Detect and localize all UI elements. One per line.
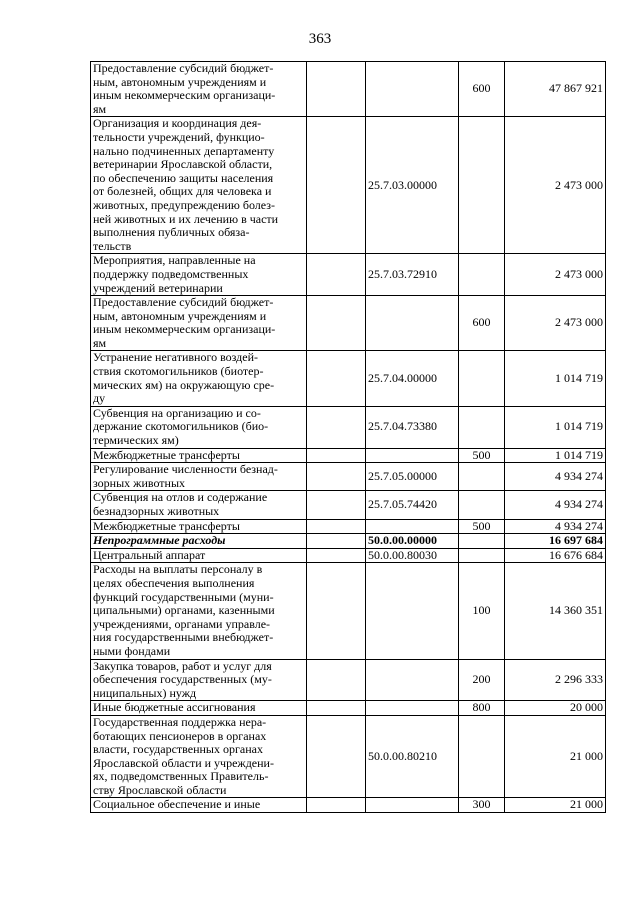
row-name-cell [91, 798, 307, 813]
row-name-cell [91, 62, 307, 117]
row-amount-text: 20 000 [570, 700, 603, 715]
row-expense-type-cell [459, 463, 505, 491]
row-expense-type-cell [459, 117, 505, 254]
table-row [91, 491, 606, 519]
table-row [91, 534, 606, 549]
row-amount-cell [505, 519, 606, 534]
row-name-text: Устранение негативного воздей- ствия скотомогильников (биотер- мических ям) на окружающую сре- ду [93, 350, 275, 406]
row-code-cell [366, 563, 459, 659]
row-expense-type-cell [459, 351, 505, 406]
row-name-text: Расходы на выплаты персоналу в целях обеспечения выполнения функций государственными (муни- ципальными) органами, казенными учреждениями, органами управле- ния государственными внебюджет- ными фондами [93, 562, 275, 658]
row-code-cell [366, 117, 459, 254]
row-code-cell [366, 715, 459, 798]
row-expense-type-cell [459, 519, 505, 534]
row-amount-text: 2 473 000 [555, 177, 603, 192]
row-amount-cell [505, 534, 606, 549]
row-code-text: 25.7.04.73380 [368, 419, 437, 434]
row-code-cell [366, 62, 459, 117]
row-empty-cell [307, 548, 366, 563]
row-empty-cell [307, 296, 366, 351]
row-code-cell [366, 701, 459, 716]
row-expense-type-cell [459, 701, 505, 716]
row-amount-text: 21 000 [570, 748, 603, 763]
row-amount-cell [505, 406, 606, 448]
row-expense-type-text: 600 [472, 315, 491, 330]
row-expense-type-cell [459, 491, 505, 519]
row-amount-cell [505, 463, 606, 491]
row-name-text: Предоставление субсидий бюджет- ным, автономным учреждениям и иным некоммерческим организаци- ям [93, 61, 276, 116]
row-expense-type-cell [459, 254, 505, 296]
row-expense-type-text: 100 [472, 603, 491, 618]
row-code-cell [366, 519, 459, 534]
table-row [91, 715, 606, 798]
row-name-text: Субвенция на отлов и содержание безнадзорных животных [93, 490, 268, 518]
row-amount-cell [505, 351, 606, 406]
row-amount-text: 1 014 719 [555, 447, 603, 462]
row-amount-cell [505, 659, 606, 701]
row-code-cell [366, 798, 459, 813]
row-empty-cell [307, 491, 366, 519]
table-row [91, 448, 606, 463]
row-empty-cell [307, 563, 366, 659]
row-amount-text: 16 697 684 [549, 533, 603, 548]
row-empty-cell [307, 798, 366, 813]
row-empty-cell [307, 351, 366, 406]
row-amount-cell [505, 491, 606, 519]
row-expense-type-cell [459, 798, 505, 813]
row-amount-text: 4 934 274 [555, 518, 603, 533]
table-row [91, 563, 606, 659]
row-amount-text: 21 000 [570, 797, 603, 812]
row-amount-cell [505, 448, 606, 463]
row-expense-type-text: 500 [472, 447, 491, 462]
row-amount-text: 4 934 274 [555, 497, 603, 512]
row-name-cell [91, 519, 307, 534]
row-amount-text: 4 934 274 [555, 469, 603, 484]
table-row [91, 62, 606, 117]
row-empty-cell [307, 117, 366, 254]
page-number: 363 [308, 31, 332, 47]
row-amount-text: 16 676 684 [549, 547, 603, 562]
row-name-cell [91, 491, 307, 519]
row-empty-cell [307, 701, 366, 716]
row-name-cell [91, 534, 307, 549]
row-name-cell [91, 448, 307, 463]
row-code-cell [366, 548, 459, 563]
row-empty-cell [307, 519, 366, 534]
row-amount-cell [505, 117, 606, 254]
row-code-cell [366, 448, 459, 463]
row-empty-cell [307, 254, 366, 296]
row-code-cell [366, 659, 459, 701]
row-code-cell [366, 491, 459, 519]
row-name-text: Организация и координация дея- тельности учреждений, функцио- нально подчиненных департаменту ветеринарии Ярославской области, по обеспечению защиты населения от болезней, общих для человека и животных, предупреждению болез- ней животных и их лечению в части выполнения публичных обяза- тельств [93, 116, 279, 253]
row-name-cell [91, 548, 307, 563]
row-code-cell [366, 406, 459, 448]
row-name-cell [91, 701, 307, 716]
row-expense-type-cell [459, 548, 505, 563]
table-row [91, 254, 606, 296]
row-code-cell [366, 534, 459, 549]
row-name-cell [91, 117, 307, 254]
row-amount-cell [505, 548, 606, 563]
row-code-text: 50.0.00.80030 [368, 547, 437, 562]
row-amount-cell [505, 563, 606, 659]
table-row [91, 117, 606, 254]
row-name-text: Межбюджетные трансферты [93, 518, 240, 533]
row-name-text: Иные бюджетные ассигнования [93, 700, 256, 715]
row-amount-text: 2 473 000 [555, 266, 603, 281]
row-expense-type-cell [459, 563, 505, 659]
row-name-text: Закупка товаров, работ и услуг для обеспечения государственных (му- ниципальных) нужд [93, 658, 272, 700]
row-amount-cell [505, 715, 606, 798]
row-name-cell [91, 715, 307, 798]
row-name-cell [91, 563, 307, 659]
table-row [91, 519, 606, 534]
row-name-cell [91, 463, 307, 491]
row-expense-type-cell [459, 659, 505, 701]
row-code-text: 25.7.03.72910 [368, 266, 437, 281]
table-row [91, 463, 606, 491]
row-expense-type-cell [459, 448, 505, 463]
row-name-text: Центральный аппарат [93, 547, 206, 562]
row-name-text: Государственная поддержка нера- ботающих пенсионеров в органах власти, государственных органах Ярославской области и учреждени- ях, подведомственных Правитель- ству Ярославской области [93, 714, 274, 797]
row-empty-cell [307, 534, 366, 549]
row-expense-type-cell [459, 62, 505, 117]
row-name-cell [91, 296, 307, 351]
row-expense-type-text: 500 [472, 518, 491, 533]
row-empty-cell [307, 448, 366, 463]
table-row [91, 406, 606, 448]
row-code-text: 25.7.04.00000 [368, 370, 437, 385]
row-name-cell [91, 406, 307, 448]
row-code-cell [366, 254, 459, 296]
table-row [91, 296, 606, 351]
row-amount-cell [505, 701, 606, 716]
row-empty-cell [307, 62, 366, 117]
row-expense-type-text: 300 [472, 797, 491, 812]
row-amount-text: 14 360 351 [549, 603, 603, 618]
row-name-text: Межбюджетные трансферты [93, 447, 240, 462]
table-row [91, 798, 606, 813]
row-empty-cell [307, 715, 366, 798]
row-code-cell [366, 463, 459, 491]
row-name-text: Мероприятия, направленные на поддержку подведомственных учреждений ветеринарии [93, 253, 256, 295]
row-empty-cell [307, 463, 366, 491]
row-amount-text: 1 014 719 [555, 370, 603, 385]
budget-table [90, 61, 606, 813]
row-expense-type-text: 600 [472, 81, 491, 96]
row-expense-type-text: 200 [472, 672, 491, 687]
row-amount-cell [505, 62, 606, 117]
row-expense-type-cell [459, 296, 505, 351]
row-name-cell [91, 351, 307, 406]
row-name-cell [91, 254, 307, 296]
row-name-cell [91, 659, 307, 701]
row-code-cell [366, 296, 459, 351]
row-name-text: Предоставление субсидий бюджет- ным, автономным учреждениям и иным некоммерческим организаци- ям [93, 295, 276, 350]
row-empty-cell [307, 659, 366, 701]
row-code-text: 50.0.00.80210 [368, 748, 437, 763]
row-name-text: Непрограммные расходы [93, 533, 226, 548]
row-amount-cell [505, 798, 606, 813]
row-name-text: Социальное обеспечение и иные [93, 797, 261, 812]
budget-table-body [91, 62, 606, 813]
row-code-text: 25.7.05.74420 [368, 497, 437, 512]
row-code-text: 25.7.05.00000 [368, 469, 437, 484]
row-amount-text: 2 473 000 [555, 315, 603, 330]
row-expense-type-cell [459, 715, 505, 798]
row-name-text: Регулирование численности безнад- зорных животных [93, 462, 278, 490]
row-empty-cell [307, 406, 366, 448]
row-expense-type-text: 800 [472, 700, 491, 715]
row-amount-text: 2 296 333 [555, 672, 603, 687]
row-amount-cell [505, 254, 606, 296]
row-amount-text: 47 867 921 [549, 81, 603, 96]
row-expense-type-cell [459, 534, 505, 549]
row-amount-text: 1 014 719 [555, 419, 603, 434]
row-name-text: Субвенция на организацию и со- держание скотомогильников (био- термических ям) [93, 405, 269, 448]
table-row [91, 548, 606, 563]
row-amount-cell [505, 296, 606, 351]
row-code-text: 50.0.00.00000 [368, 533, 437, 548]
row-code-text: 25.7.03.00000 [368, 177, 437, 192]
table-row [91, 659, 606, 701]
table-row [91, 701, 606, 716]
row-code-cell [366, 351, 459, 406]
row-expense-type-cell [459, 406, 505, 448]
table-row [91, 351, 606, 406]
